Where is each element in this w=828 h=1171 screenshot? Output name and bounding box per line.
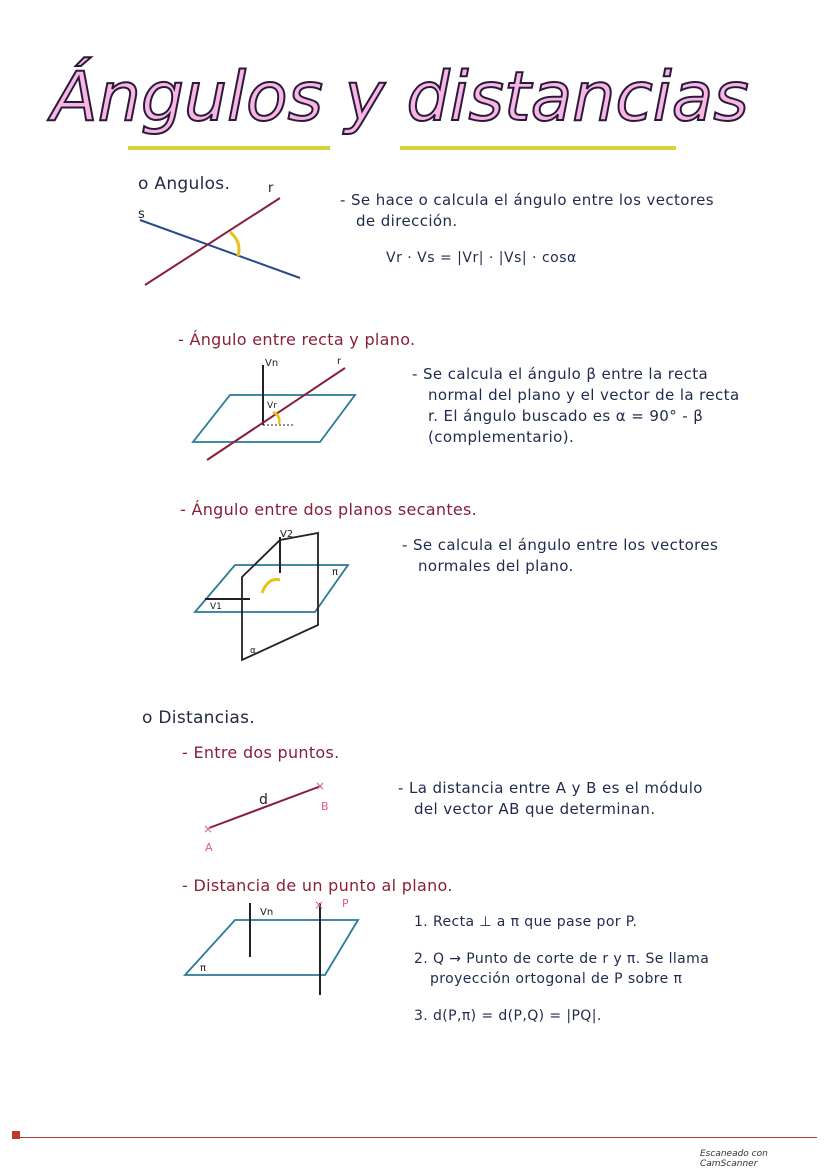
- footer-credit: Escaneado con CamScanner: [700, 1149, 768, 1169]
- diagram-dos-planos: [190, 525, 355, 665]
- plane-pi: [185, 920, 358, 975]
- heading-dos-planos: - Ángulo entre dos planos secantes.: [180, 500, 478, 519]
- angle-arc: [262, 580, 280, 593]
- note-angulos-1: - Se hace o calcula el ángulo entre los vectores: [340, 191, 714, 209]
- diagram-entre-puntos: [195, 778, 345, 858]
- label-pi: π: [200, 963, 207, 974]
- label-v1: V1: [210, 602, 222, 612]
- note-entre-puntos: - La distancia entre A y B es el módulo del vector AB que determinan.: [398, 779, 703, 818]
- label-d: d: [259, 792, 268, 808]
- step-2-cont: proyección ortogonal de P sobre π: [430, 971, 683, 987]
- label-pi: π: [332, 567, 339, 578]
- diagram-punto-plano: [180, 895, 365, 1000]
- step-3: 3. d(P,π) = d(P,Q) = |PQ|.: [414, 1008, 602, 1024]
- label-r: r: [268, 181, 274, 196]
- step-1: 1. Recta ⊥ a π que pase por P.: [414, 914, 638, 930]
- label-a: A: [205, 841, 213, 854]
- note-recta-plano: - Se calcula el ángulo β entre la recta normal del plano y el vector de la recta r. El ángulo buscado es α = 90° - β (complementario).: [412, 365, 740, 446]
- label-p: P: [342, 897, 349, 910]
- label-vr: Vr: [267, 401, 277, 411]
- formula-dot-product: Vr · Vs = |Vr| · |Vs| · cosα: [386, 250, 577, 266]
- line-r: [145, 198, 280, 285]
- diagram-recta-plano: [185, 350, 365, 465]
- label-vn: Vn: [265, 358, 279, 369]
- bottom-rule: [12, 1137, 817, 1138]
- point-b-mark: ×: [315, 779, 326, 793]
- heading-punto-plano: - Distancia de un punto al plano.: [182, 876, 453, 895]
- label-alpha: α: [250, 646, 256, 656]
- line-s: [140, 220, 300, 278]
- heading-distancias: o Distancias.: [142, 708, 255, 728]
- point-p-mark: ×: [314, 898, 325, 912]
- label-b: B: [321, 800, 329, 813]
- heading-entre-puntos: - Entre dos puntos.: [182, 743, 340, 762]
- step-2: 2. Q → Punto de corte de r y π. Se llama: [414, 951, 710, 967]
- title-banner: [0, 30, 828, 160]
- diagram-angle-lines: [130, 180, 310, 290]
- point-a-mark: ×: [203, 822, 214, 836]
- heading-recta-plano: - Ángulo entre recta y plano.: [178, 330, 416, 349]
- label-s: s: [138, 207, 145, 222]
- heading-angulos: o Angulos.: [138, 174, 231, 194]
- note-angulos-2: de dirección.: [356, 212, 458, 230]
- label-r: r: [337, 356, 342, 367]
- beta-arc: [273, 412, 279, 424]
- page-title: Ángulos y distancias: [51, 58, 749, 137]
- label-vn: Vn: [260, 907, 274, 918]
- label-v2: V2: [280, 529, 294, 540]
- note-dos-planos: - Se calcula el ángulo entre los vectores normales del plano.: [402, 536, 719, 575]
